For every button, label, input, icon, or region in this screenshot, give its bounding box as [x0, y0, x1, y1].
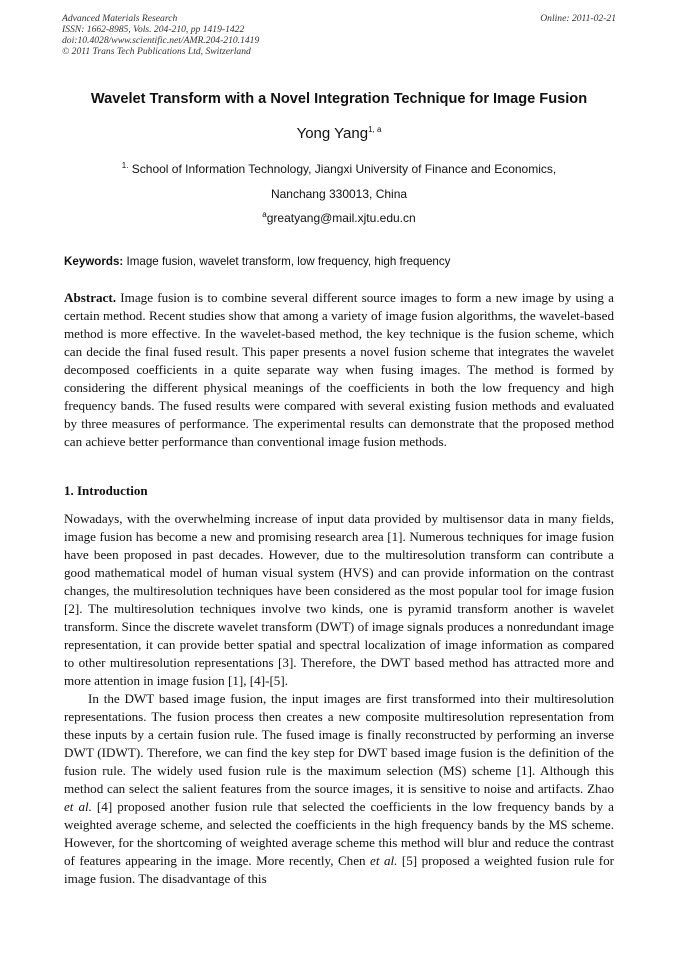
abstract [64, 289, 614, 451]
journal-copyright: © 2011 Trans Tech Publications Ltd, Switzerland [62, 46, 251, 57]
keywords-label: Keywords: [64, 255, 124, 268]
journal-issn: ISSN: 1662-8985, Vols. 204-210, pp 1419-1422 [62, 24, 245, 35]
email-line [0, 211, 678, 225]
journal-info [62, 13, 259, 57]
introduction-body [64, 510, 614, 888]
et-al-2: et al. [370, 853, 398, 868]
paper-title: Wavelet Transform with a Novel Integration Technique for Image Fusion [90, 91, 588, 107]
abstract-label: Abstract. [64, 290, 116, 305]
author-superscript: 1, a [368, 125, 382, 134]
et-al-1: et al. [64, 799, 92, 814]
affiliation-text-1: School of Information Technology, Jiangxi University of Finance and Economics, [128, 162, 557, 176]
author-line [0, 125, 678, 142]
journal-name: Advanced Materials Research [62, 13, 178, 24]
keywords-text: Image fusion, wavelet transform, low frequency, high frequency [123, 255, 451, 268]
affiliation-line-1 [0, 162, 678, 176]
email-superscript: a [262, 210, 267, 219]
author-name: Yong Yang [296, 125, 369, 142]
section-heading: 1. Introduction [64, 483, 148, 498]
affiliation-superscript: 1. [121, 161, 129, 170]
affiliation-line-2: Nanchang 330013, China [270, 187, 408, 201]
keywords [64, 255, 614, 268]
intro-paragraph-1: Nowadays, with the overwhelming increase of input data provided by multisensor data in many fields, image fusion has become a new and promising research area [1]. Numerous techniques for image fusion have been proposed in past decades. However, due to the multiresolution transform can contribute a good mathematical model of human visual system (HVS) and can provide information on the contrast changes, the multiresolution techniques have been considered as the most popular tool for image fusion [2]. The multiresolution techniques involve two kinds, one is pyramid transform another is wavelet transform. Since the discrete wavelet transform (DWT) of image signals produces a nonredundant image representation, it can provide better spatial and spectral localization of image information as compared to other multiresolution representations [3]. Therefore, the DWT based method has attracted more and more attention in image fusion [1], [4]-[5]. [64, 511, 614, 688]
abstract-text: Image fusion is to combine several different source images to form a new image by using a certain method. Recent studies show that among a variety of image fusion algorithms, the wavelet-based method is more effective. In the wavelet-based method, the key technique is the fusion scheme, which can decide the final fused result. This paper presents a novel fusion scheme that integrates the wavelet decomposed coefficients in a quite separate way when fusing images. The method is formed by considering the different physical meanings of the coefficients in both the low frequency and high frequency bands. The fused results were compared with several existing fusion methods and evaluated by three measures of performance. The experimental results can demonstrate that the proposed method can achieve better performance than conventional image fusion methods. [64, 290, 614, 449]
journal-doi: doi:10.4028/www.scientific.net/AMR.204-210.1419 [62, 35, 260, 46]
intro-paragraph-2: In the DWT based image fusion, the input images are first transformed into their multiresolution representations. The fusion process then creates a new composite multiresolution representation from these inputs by a certain fusion rule. The fused image is finally reconstructed by performing an inverse DWT (IDWT). Therefore, we can find the key step for DWT based image fusion is the definition of the fusion rule. The widely used fusion rule is the maximum selection (MS) scheme [1]. Although this method can select the salient features from the source images, it is sensitive to noise and artifacts. Zhao et al. [4] proposed another fusion rule that selected the coefficients in the low frequency bands by a weighted average scheme, and selected the coefficients in the high frequency bands by the MS scheme. However, for the shortcoming of weighted average scheme this method will blur and reduce the contrast of features appearing in the image. More recently, Chen et al. [5] proposed a weighted fusion rule for image fusion. The disadvantage of this [64, 691, 614, 886]
online-date: Online: 2011-02-21 [540, 13, 616, 24]
email-address: greatyang@mail.xjtu.edu.cn [266, 211, 416, 225]
